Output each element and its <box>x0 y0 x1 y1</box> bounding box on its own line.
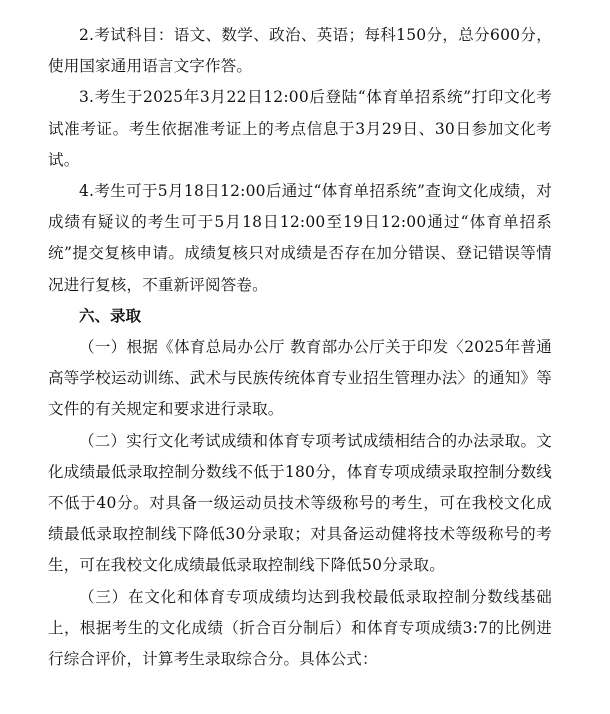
paragraph-admission-ticket: 3.考生于2025年3月22日12:00后登陆“体育单招系统”打印文化考试准考证。考生依据准考证上的考点信息于3月29日、30日参加文化考试。 <box>48 88 552 169</box>
paragraph-score-query: 4.考生可于5月18日12:00后通过“体育单招系统”查询文化成绩，对成绩有疑议的考生可于5月18日12:00至19日12:00通过“体育单招系统”提交复核申请。成绩复核只对成绩是否存在加分错误、登记错误等情况进行复核，不重新评阅答卷。 <box>48 182 552 294</box>
paragraph-admission-method: （二）实行文化考试成绩和体育专项考试成绩相结合的办法录取。文化成绩最低录取控制分数线不低于180分，体育专项成绩录取控制分数线不低于40分。对具备一级运动员技术等级称号的考生，可在我校文化成绩最低录取控制线下降低30分录取；对具备运动健将技术等级称号的考生，可在我校文化成绩最低录取控制线下降低50分录取。 <box>48 431 552 575</box>
paragraph-admission-basis: （一）根据《体育总局办公厅 教育部办公厅关于印发〈2025年普通高等学校运动训练、武术与民族传统体育专业招生管理办法〉的通知》等文件的有关规定和要求进行录取。 <box>48 338 552 419</box>
paragraph-exam-subjects: 2.考试科目：语文、数学、政治、英语；每科150分，总分600分，使用国家通用语言文字作答。 <box>48 26 552 76</box>
section-heading-admission: 六、录取 <box>79 306 142 325</box>
paragraph-composite-score: （三）在文化和体育专项成绩均达到我校最低录取控制分数线基础上，根据考生的文化成绩（折合百分制后）和体育专项成绩3:7的比例进行综合评价，计算考生录取综合分。具体公式： <box>48 587 552 669</box>
